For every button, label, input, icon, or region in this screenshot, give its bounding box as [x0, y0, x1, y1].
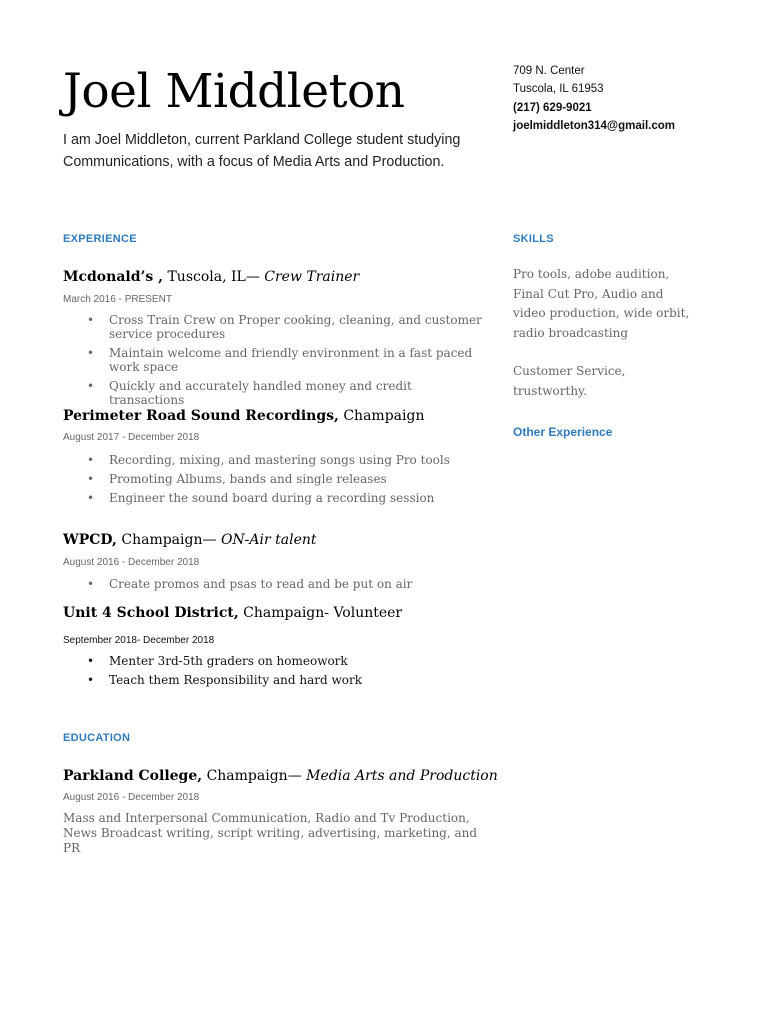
job-location: Tuscola, IL—	[163, 269, 265, 285]
job-dates: September 2018- December 2018	[63, 635, 215, 646]
list-item: • Recording, mixing, and mastering songs using Pro tools	[63, 453, 483, 467]
candidate-name: Joel Middleton	[63, 64, 405, 119]
job-role: Crew Trainer	[264, 269, 360, 285]
education-title	[63, 766, 498, 786]
job-dates: August 2017 - December 2018	[63, 432, 200, 443]
job-org: Perimeter Road Sound Recordings,	[63, 408, 339, 424]
skills-soft: Customer Service, trustworthy.	[513, 364, 626, 398]
list-item: • Promoting Albums, bands and single releases	[63, 472, 483, 486]
list-item: • Menter 3rd-5th graders on homeowork	[63, 654, 483, 668]
job-bullets	[63, 654, 483, 692]
school-location: Champaign—	[202, 768, 307, 784]
school-name: Parkland College,	[63, 768, 203, 784]
other-experience-heading: Other Experience	[513, 425, 613, 439]
job-title-perimeter	[63, 406, 424, 426]
education-description: Mass and Interpersonal Communication, Radio and Tv Production, News Broadcast writing, script writing, advertising, marketing, and PR	[63, 811, 478, 855]
contact-street: 709 N. Center	[513, 65, 585, 77]
list-item: • Engineer the sound board during a recording session	[63, 491, 483, 505]
job-dates: March 2016 - PRESENT	[63, 294, 172, 305]
contact-phone: (217) 629-9021	[513, 102, 592, 114]
education-dates: August 2016 - December 2018	[63, 792, 200, 803]
intro-summary: I am Joel Middleton, current Parkland College student studying Communications, with a focus of Media Arts and Production.	[63, 132, 461, 170]
job-location: Champaign—	[116, 532, 221, 548]
contact-city: Tuscola, IL 61953	[513, 83, 604, 95]
job-title-mcdonalds	[63, 267, 359, 287]
list-item: • Teach them Responsibility and hard work	[63, 673, 483, 687]
job-role: ON-Air talent	[220, 532, 317, 548]
job-bullets	[63, 453, 483, 510]
education-heading: EDUCATION	[63, 732, 131, 744]
job-location: Champaign	[338, 408, 425, 424]
list-item: • Quickly and accurately handled money and credit transactions	[63, 379, 483, 407]
skills-technical: Pro tools, adobe audition, Final Cut Pro, Audio and video production, wide orbit, radio broadcasting	[513, 267, 690, 340]
skills-heading: SKILLS	[513, 233, 554, 245]
school-program: Media Arts and Production	[306, 768, 498, 784]
contact-email[interactable]: joelmiddleton314@gmail.com	[513, 120, 676, 132]
job-title-wpcd	[63, 530, 317, 550]
job-org: WPCD,	[63, 532, 117, 548]
list-item: • Maintain welcome and friendly environment in a fast paced work space	[63, 346, 483, 374]
job-bullets	[63, 313, 483, 412]
list-item: • Create promos and psas to read and be put on air	[63, 577, 483, 591]
job-org: Mcdonald’s ,	[63, 269, 164, 285]
job-bullets	[63, 577, 483, 596]
list-item: • Cross Train Crew on Proper cooking, cleaning, and customer service procedures	[63, 313, 483, 341]
job-location: Champaign- Volunteer	[238, 605, 403, 621]
experience-heading: EXPERIENCE	[63, 233, 137, 245]
job-title-unit4	[63, 603, 402, 623]
job-org: Unit 4 School District,	[63, 605, 239, 621]
job-dates: August 2016 - December 2018	[63, 557, 200, 568]
